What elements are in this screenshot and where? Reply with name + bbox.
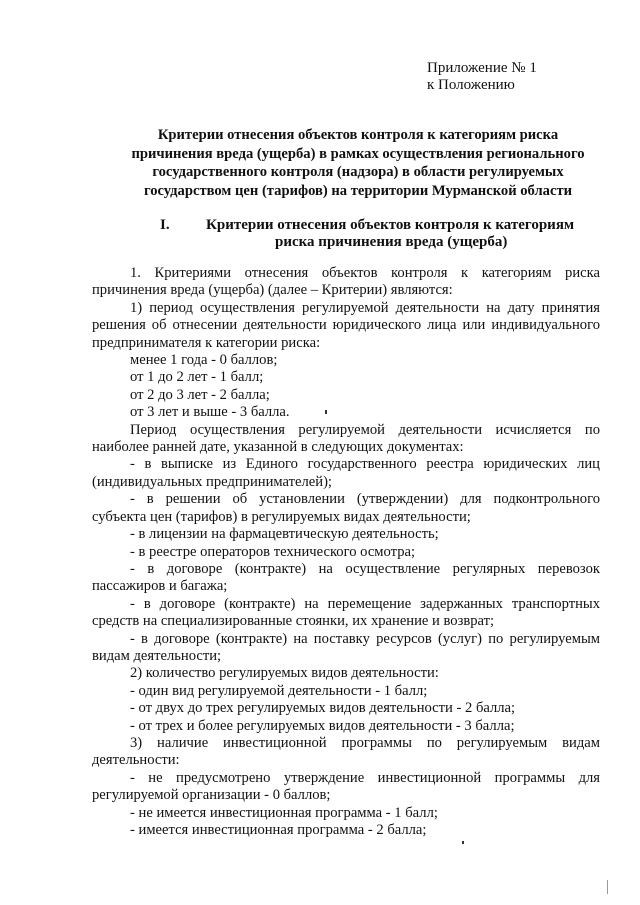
list-item-score: - имеется инвестиционная программа - 2 балла; xyxy=(130,822,427,838)
paragraph-item-1: 1) период осуществления регулируемой деятельности на дату принятия решения об отнесении деятельности юридического лица или индивидуального предпринимателя к категории риска: xyxy=(92,299,600,351)
appendix-line-1: Приложение № 1 xyxy=(427,60,537,76)
list-item-score: - не имеется инвестиционная программа - 1 балл; xyxy=(130,804,438,821)
paragraph-criteria-intro: 1. Критериями отнесения объектов контроля к категориям риска причинения вреда (ущерба) (далее – Критерии) являются: xyxy=(92,265,600,299)
list-item-document: - в выписке из Единого государственного реестра юридических лиц (индивидуальных предпринимателей); xyxy=(92,456,600,490)
section-title-line-2: риска причинения вреда (ущерба) xyxy=(275,234,508,250)
score-line: от 3 лет и выше - 3 балла. xyxy=(130,404,290,421)
section-number: I. xyxy=(160,217,170,233)
scan-artifact-mark xyxy=(607,880,608,894)
list-item-score: - один вид регулируемой деятельности - 1 балл; xyxy=(130,682,428,699)
list-item-score: - от двух до трех регулируемых видов деятельности - 2 балла; xyxy=(130,700,516,717)
score-line: от 2 до 3 лет - 2 балла; xyxy=(130,386,270,403)
document-body xyxy=(92,265,600,839)
list-item-document: - в реестре операторов технического осмотра; xyxy=(130,543,416,560)
title-line-3: государственного контроля (надзора) в области регулируемых xyxy=(152,164,564,180)
paragraph-item-2: 2) количество регулируемых видов деятельности: xyxy=(130,665,439,682)
list-item-score: - не предусмотрено утверждение инвестиционной программы для регулируемой организации - 0 баллов; xyxy=(92,769,600,804)
list-item-document: - в договоре (контракте) на поставку ресурсов (услуг) по регулируемым видам деятельности; xyxy=(92,630,600,664)
appendix-line-2: к Положению xyxy=(427,77,515,93)
appendix-reference xyxy=(427,60,537,94)
list-item-document: - в договоре (контракте) на осуществление регулярных перевозок пассажиров и багажа; xyxy=(92,560,600,595)
score-line: менее 1 года - 0 баллов; xyxy=(130,352,278,369)
title-line-1: Критерии отнесения объектов контроля к категориям риска xyxy=(157,127,559,143)
list-item-document: - в решении об установлении (утверждении) для подконтрольного субъекта цен (тарифов) в регулируемых видах деятельности; xyxy=(92,491,600,525)
list-item-score: - от трех и более регулируемых видов деятельности - 3 балла; xyxy=(130,717,515,734)
scan-artifact-mark xyxy=(462,841,464,844)
list-item-document: - в лицензии на фармацевтическую деятельность; xyxy=(130,526,439,543)
section-title-line-1: Критерии отнесения объектов контроля к категориям xyxy=(206,217,575,233)
title-line-2: причинения вреда (ущерба) в рамках осуществления регионального xyxy=(131,145,585,162)
score-line: от 1 до 2 лет - 1 балл; xyxy=(130,369,264,386)
document-title xyxy=(108,126,608,200)
paragraph-period-calc: Период осуществления регулируемой деятельности исчисляется по наиболее ранней дате, указанной в следующих документах: xyxy=(92,421,600,456)
paragraph-item-3: 3) наличие инвестиционной программы по регулируемым видам деятельности: xyxy=(92,734,600,769)
list-item-document: - в договоре (контракте) на перемещение задержанных транспортных средств на специализированные стоянки, их хранение и возврат; xyxy=(92,595,600,630)
title-line-4: государством цен (тарифов) на территории Мурманской области xyxy=(143,182,573,199)
scan-artifact-mark xyxy=(325,410,327,414)
